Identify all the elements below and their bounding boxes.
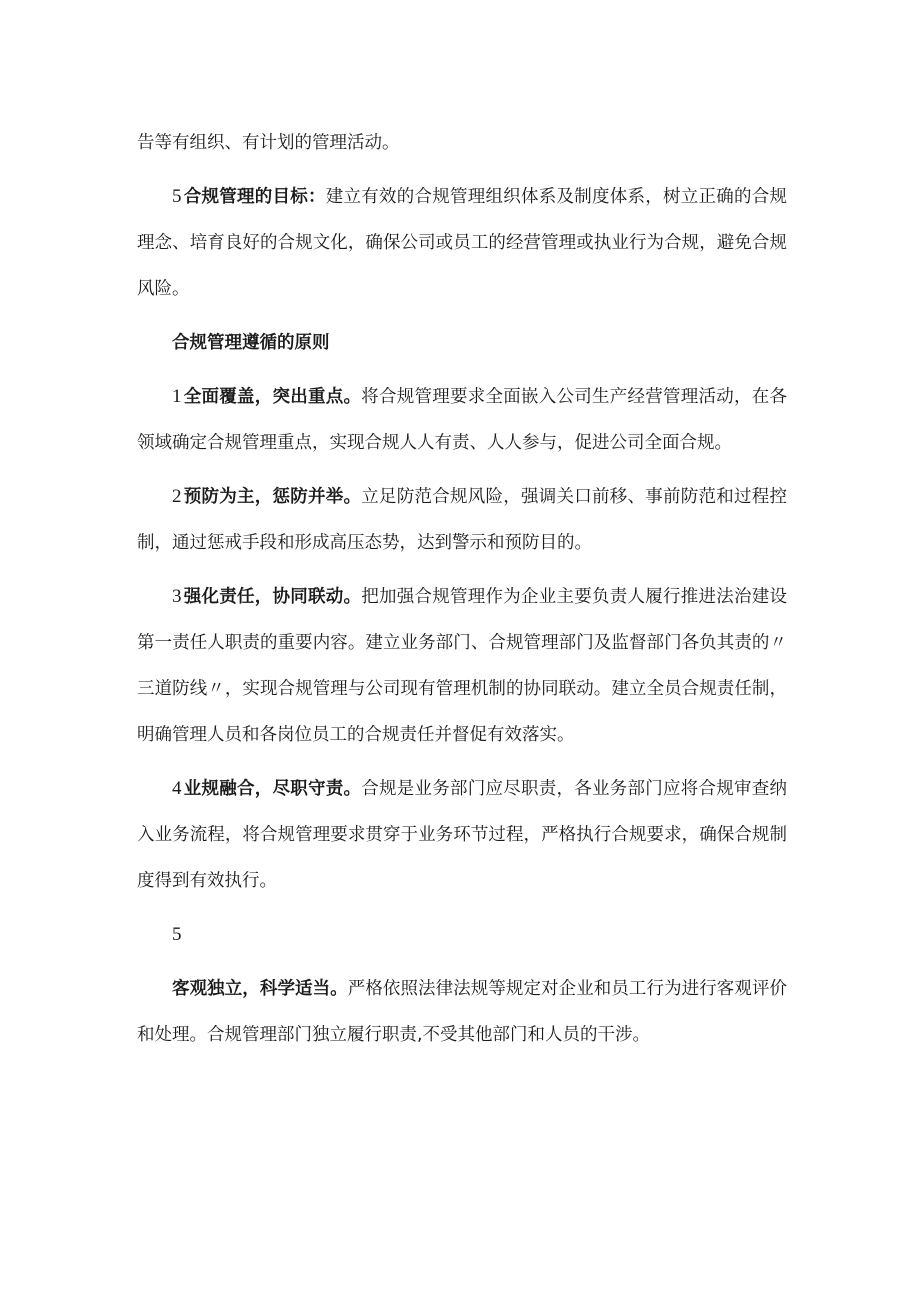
section-heading: 合规管理遵循的原则: [172, 333, 330, 353]
document-page: [137, 120, 787, 1058]
paragraph-goal: [137, 174, 787, 312]
item-title: 合规管理的目标：: [183, 187, 326, 207]
item-text: 建立有效的合规管理组织体系及制度体系，树立正确的合规理念、培育良好的合规文化，确保公司或员工的经营管理或执业行为合规，避免合规风险。: [137, 187, 787, 299]
paragraph-continuation: [137, 120, 787, 166]
item-title: 业规融合，尽职守责。: [183, 779, 362, 799]
principle-1: [137, 374, 787, 466]
item-title: 强化责任，协同联动。: [183, 587, 362, 607]
item-text: 合规是业务部门应尽职责，各业务部门应将合规审查纳入业务流程，将合规管理要求贯穿于业务环节过程，严格执行合规要求，确保合规制度得到有效执行。: [137, 779, 787, 891]
principle-3: [137, 574, 787, 758]
principle-2: [137, 474, 787, 566]
principle-4: [137, 766, 787, 904]
principle-5: [137, 966, 787, 1058]
item-number: 4: [172, 778, 182, 799]
item-number: 5: [172, 186, 182, 207]
item-text: 严格依照法律法规等规定对企业和员工行为进行客观评价和处理。合规管理部门独立履行职责,不受其他部门和人员的干涉。: [137, 979, 788, 1045]
item-title: 全面覆盖，突出重点。: [183, 387, 362, 407]
item-title: 客观独立，科学适当。: [172, 979, 348, 999]
item-number: 1: [172, 386, 182, 407]
item-number-standalone: 5: [172, 924, 182, 945]
item-number: 2: [172, 486, 182, 507]
item-title: 预防为主，惩防并举。: [183, 487, 362, 507]
item-text: 把加强合规管理作为企业主要负责人履行推进法治建设第一责任人职责的重要内容。建立业务部门、合规管理部门及监督部门各负其责的〃三道防线〃，实现合规管理与公司现有管理机制的协同联动。建立全员合规责任制，明确管理人员和各岗位员工的合规责任并督促有效落实。: [137, 587, 787, 745]
paragraph-text: 告等有组织、有计划的管理活动。: [137, 133, 400, 153]
item-text: 将合规管理要求全面嵌入公司生产经营管理活动，在各领域确定合规管理重点，实现合规人人有责、人人参与，促进公司全面合规。: [137, 387, 787, 453]
item-number: 3: [172, 586, 182, 607]
item-text: 立足防范合规风险，强调关口前移、事前防范和过程控制，通过惩戒手段和形成高压态势，达到警示和预防目的。: [137, 487, 787, 553]
